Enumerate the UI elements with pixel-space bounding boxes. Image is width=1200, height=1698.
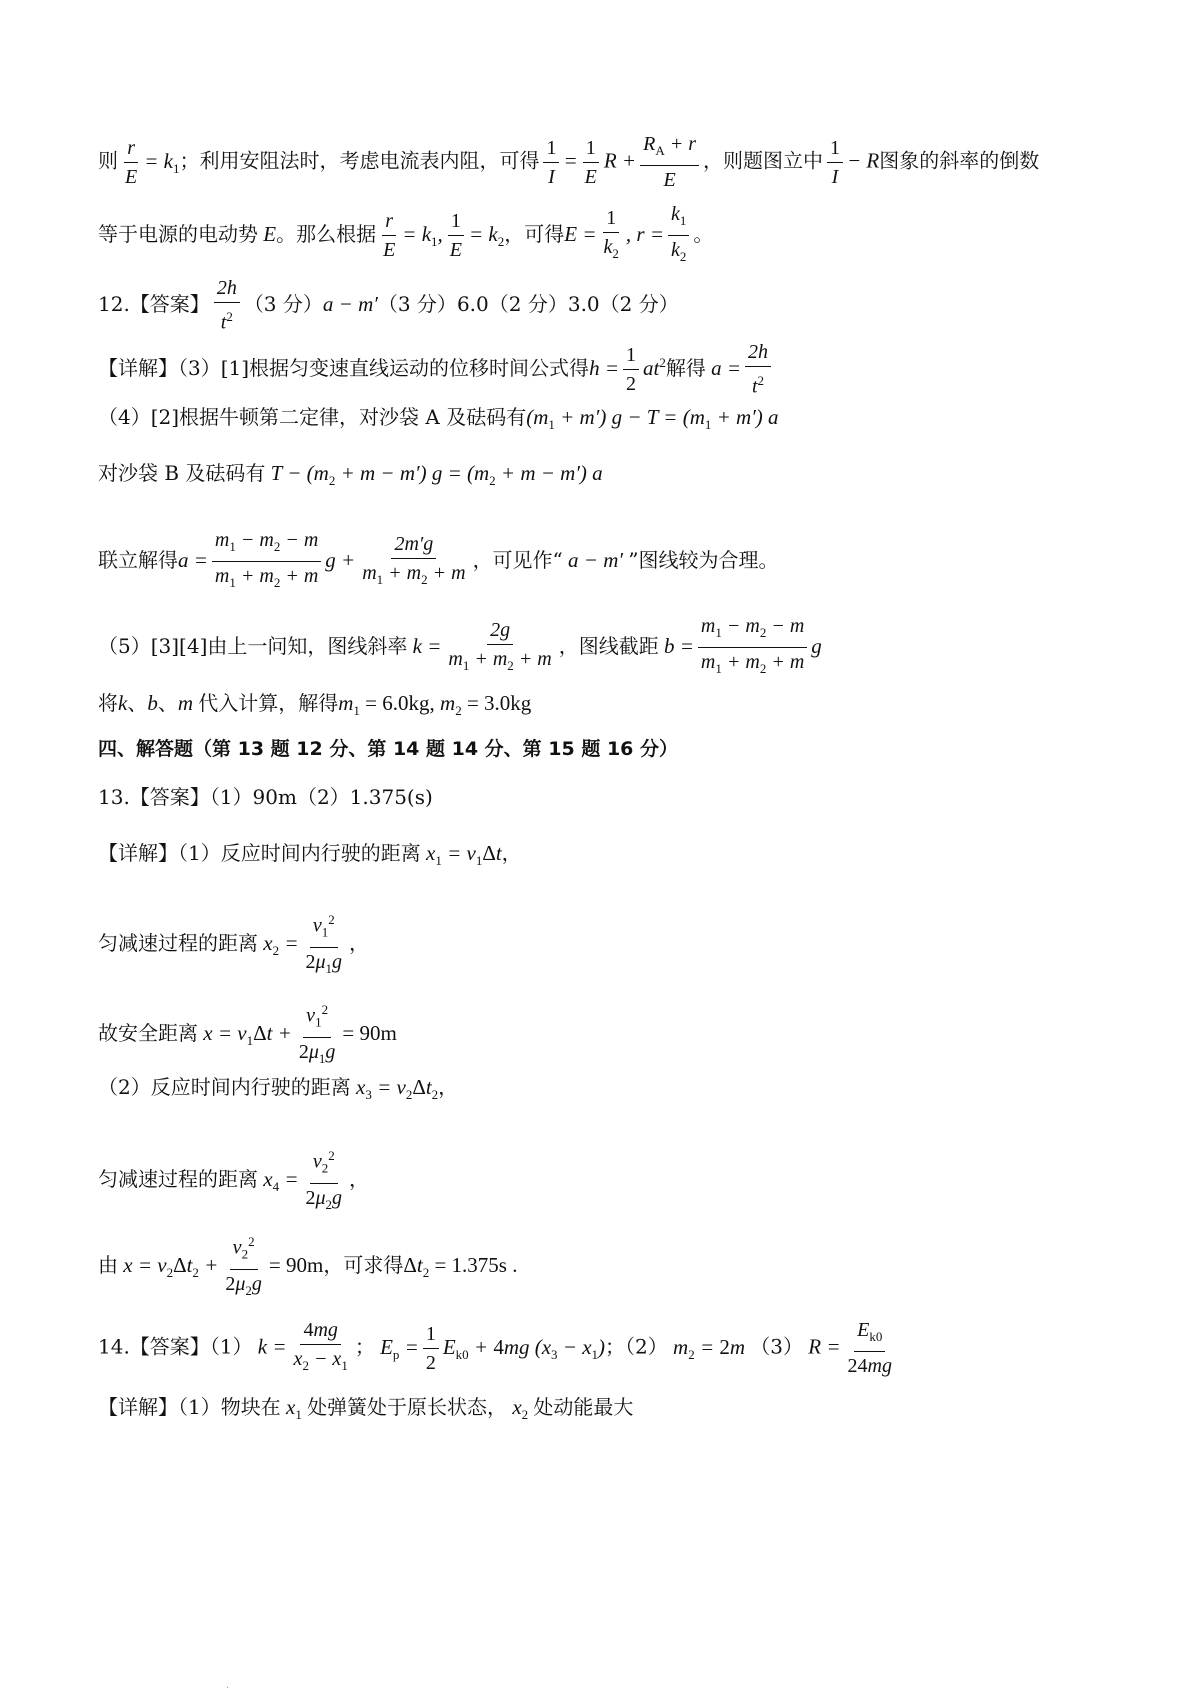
text: ，可得 [504, 222, 565, 246]
text: 故安全距离 [98, 1020, 198, 1045]
text: ”图线较为合理。 [628, 548, 779, 572]
score: （2 分） [599, 291, 679, 316]
text: （5）[3][4]由上一问知，图线斜率 [98, 634, 408, 658]
text: ，可见作“ [472, 548, 563, 572]
value: 3.0 [567, 291, 600, 316]
fraction-ra-r-e: $\frac{R_A + r}{E}$ [640, 132, 699, 192]
q12-detail-1: 【详解】（3）[1]根据匀变速直线运动的位移时间公式得h = $\frac{1}{2}$ $at^2$解得 a = $\frac{2h}{t^2}$ [98, 340, 775, 399]
q12-detail-3: 对沙袋 B 及砝码有 $T - (m_2 + m - m') g = (m_2 + m - m')$ a [98, 461, 603, 489]
section-heading: 四、解答题（第 13 题 12 分、第 14 题 14 分、第 15 题 16 分） [98, 738, 679, 760]
q12-answer: 12.【答案】 $\frac{2h}{t^2}$ （3 分）a − m′（3 分）6.0（2 分）3.0（2 分） [98, 277, 679, 334]
q12-detail-5: （5）[3][4]由上一问知，图线斜率 k = $\frac{2g}{m_1 + m_2 + m}$ ，图线截距 b = $\frac{m_1 - m_2 - m}{m_1 + m_2 + m}$ g [98, 615, 822, 676]
text: ，图线截距 [558, 634, 659, 658]
text: ，可求得 [323, 1252, 404, 1277]
text: （4）[2]根据牛顿第二定律，对沙袋 A 及砝码有 [98, 405, 527, 429]
text: ；利用安阻法时，考虑电流表内阻，可得 [179, 148, 540, 173]
text: 代入计算，解得 [198, 691, 339, 715]
text: ，则题图立中 [703, 148, 823, 173]
question-label: 12.【答案】 [98, 291, 210, 316]
q13-detail-1: 【详解】（1）反应时间内行驶的距离 $x_1 = v_1\Delta t$， [98, 841, 522, 869]
line-r-over-e: 则 $\frac{r}{E}$ = $k_1$；利用安阻法时，考虑电流表内阻，可得 $\frac{1}{I}$ = $\frac{1}{E}$ R + $\frac{R_A + r}{E}$ ，则题图立中 $\frac{1}{I}$ − R图象的斜率的倒数 [98, 133, 1040, 191]
q13-detail-6: 由 $x = v_2\Delta t_2$ + $\frac{v_2^2}{2\mu_2g}$ = 90m，可求得$\Delta t_2 = 1.375s$ . [98, 1230, 517, 1303]
text: 匀减速过程的距离 [98, 1166, 258, 1191]
answer-text: （1）90m（2）1.375(s) [209, 785, 433, 809]
text: 处弹簧处于原长状态， [307, 1395, 508, 1419]
q13-detail-5: 匀减速过程的距离 $x_4$ = $\frac{v_2^2}{2\mu_2g}$ ， [98, 1144, 369, 1217]
text: 由 [98, 1252, 118, 1277]
text: 对沙袋 B 及砝码有 [98, 461, 266, 485]
text: 匀减速过程的距离 [98, 930, 258, 955]
q12-detail-4: 联立解得a = $\frac{m_1 - m_2 - m}{m_1 + m_2 + m}$ g + $\frac{2m'g}{m_1 + m_2 + m}$ ，可见作“ a − m′ ”图线较为合理。 [98, 529, 779, 590]
q14-detail-1: 【详解】（1）物块在 $x_1$ 处弹簧处于原长状态， $x_2$ 处动能最大 [98, 1395, 634, 1423]
q13-detail-2: 匀减速过程的距离 $x_2$ = $\frac{v_1^2}{2\mu_1g}$ ， [98, 908, 369, 981]
fraction-r-e: $\frac{r}{E}$ [125, 136, 138, 188]
fraction-1-e: $\frac{1}{E}$ [584, 136, 597, 188]
fraction-1-i: $\frac{1}{I}$ [543, 136, 559, 189]
score: （3 分） [243, 291, 323, 316]
fraction-1-i: $\frac{1}{I}$ [827, 136, 843, 189]
page-mark: . [226, 1680, 230, 1691]
text: （1） [209, 1334, 253, 1359]
text: 。 [693, 222, 714, 246]
question-label: 14.【答案】 [98, 1334, 210, 1359]
text: 解得 [665, 355, 706, 380]
question-label: 13.【答案】 [98, 785, 210, 809]
text: 【详解】（1）反应时间内行驶的距离 [98, 841, 421, 865]
q12-detail-6: 将k、b、m 代入计算，解得$m_1 = 6.0kg$, $m_2 = 3.0kg$ [98, 691, 532, 719]
value: 6.0 [456, 291, 489, 316]
q13-answer [98, 782, 433, 812]
q13-detail-3: 故安全距离 $x = v_1\Delta t$ + $\frac{v_1^2}{2\mu_1g}$ = 90m [98, 998, 397, 1071]
text: 处动能最大 [533, 1395, 634, 1419]
score: （2 分） [488, 291, 568, 316]
text: 联立解得 [98, 548, 178, 572]
text: ； [354, 1334, 375, 1359]
text: 【详解】（3）[1]根据匀变速直线运动的位移时间公式得 [98, 355, 590, 380]
q14-answer: 14.【答案】（1） k = $\frac{4mg}{x_2 - x_1}$ ； $E_p$ = $\frac{1}{2}$ $E_{k0} + 4mg$ $(x_3 - x_1)$；（2） $m_2 = 2m$ （3） R = $\frac{E_{k0}}{24mg}$ [98, 1319, 892, 1377]
text: ；（2） [605, 1334, 668, 1359]
text: （3） [750, 1334, 804, 1359]
text: 则 [98, 148, 118, 173]
score: （3 分） [377, 291, 457, 316]
text: 等于电源的电动势 [98, 222, 258, 246]
text: 将 [98, 691, 118, 715]
text: 。那么根据 [276, 222, 377, 246]
q12-detail-2: （4）[2]根据牛顿第二定律，对沙袋 A 及砝码有$(m_1 + m') g - T = (m_1 + m')$ a [98, 405, 779, 433]
line-e-result: 等于电源的电动势 E。那么根据 $\frac{r}{E}$ = $k_1$, $\frac{1}{E}$ = $k_2$，可得E = $\frac{1}{k_2}$ , r = $\frac{k_1}{k_2}$ 。 [98, 203, 714, 264]
text: （2）反应时间内行驶的距离 [98, 1075, 351, 1099]
q13-detail-4: （2）反应时间内行驶的距离 $x_3 = v_2\Delta t_2$， [98, 1075, 459, 1103]
text: 图象的斜率的倒数 [879, 148, 1040, 173]
text: 【详解】（1）物块在 [98, 1395, 281, 1419]
